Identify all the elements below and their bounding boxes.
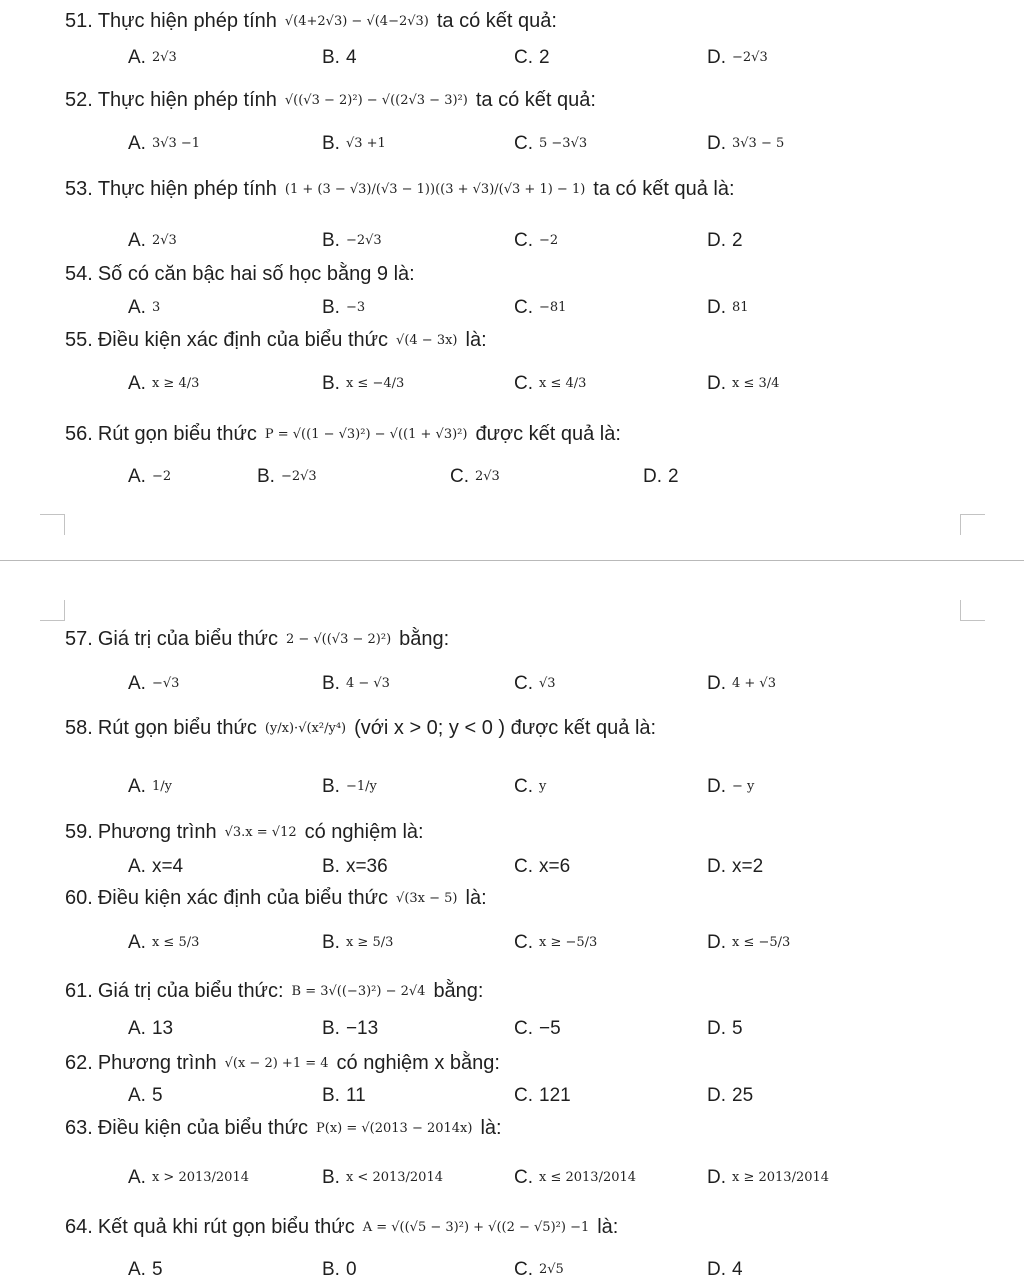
answer-option-d[interactable] [707, 849, 763, 883]
option-letter: C. [514, 855, 533, 877]
option-value: 121 [539, 1084, 571, 1106]
option-value: x ≥ 5/3 [345, 934, 394, 950]
option-letter: D. [707, 1017, 726, 1039]
answer-option-d[interactable] [707, 666, 776, 700]
answer-option-b[interactable] [322, 769, 377, 803]
option-letter: C. [514, 132, 533, 154]
option-value: √3 [539, 675, 556, 691]
option-value: 2√3 [151, 232, 177, 248]
question-text-suffix: là: [480, 1117, 502, 1139]
option-value: x < 2013/2014 [345, 1169, 443, 1185]
question-number: 64. [65, 1216, 93, 1238]
question-formula: 2 − √((√3 − 2)²) [285, 631, 392, 647]
option-letter: C. [514, 775, 533, 797]
question-text: Số có căn bậc hai số học bằng 9 là: [97, 263, 415, 285]
answer-option-c[interactable] [514, 769, 546, 803]
option-letter: B. [322, 46, 340, 68]
option-value: 3 [151, 299, 161, 315]
answer-option-a[interactable] [128, 366, 199, 400]
option-letter: A. [128, 931, 146, 953]
option-letter: D. [707, 1258, 726, 1280]
answer-option-c[interactable] [514, 40, 550, 74]
question-formula: B = 3√((−3)²) − 2√4 [291, 983, 426, 999]
answer-option-b[interactable] [322, 126, 386, 160]
option-letter: D. [707, 775, 726, 797]
question-58 [65, 711, 656, 745]
option-value: x=2 [732, 855, 764, 877]
question-number: 59. [65, 821, 93, 843]
question-text: Giá trị của biểu thức: [97, 980, 284, 1002]
answer-option-c[interactable] [514, 849, 570, 883]
question-number: 54. [65, 263, 93, 285]
answer-option-d[interactable] [707, 126, 784, 160]
question-formula: √((√3 − 2)²) − √((2√3 − 3)²) [284, 92, 468, 108]
option-letter: B. [322, 672, 340, 694]
question-57 [65, 622, 449, 656]
question-number: 60. [65, 887, 93, 909]
option-value: 4 − √3 [345, 675, 390, 691]
option-letter: C. [514, 1258, 533, 1280]
option-letter: B. [322, 229, 340, 251]
option-value: 2√3 [151, 49, 177, 65]
question-text: Rút gọn biểu thức [97, 423, 257, 445]
answer-option-b[interactable] [322, 290, 365, 324]
question-text: Thực hiện phép tính [97, 89, 277, 111]
answer-option-a[interactable] [128, 126, 200, 160]
question-text-suffix: là: [465, 329, 487, 351]
question-text-suffix: (với x > 0; y < 0 ) được kết quả là: [354, 717, 657, 739]
answer-option-c[interactable] [514, 1160, 636, 1194]
answer-option-b[interactable] [257, 459, 317, 493]
option-letter: A. [128, 775, 146, 797]
option-letter: A. [128, 1166, 146, 1188]
question-text-suffix: được kết quả là: [475, 423, 621, 445]
question-formula: (1 + (3 − √3)/(√3 − 1))((3 + √3)/(√3 + 1) − 1) [284, 181, 586, 197]
answer-option-d[interactable] [707, 1252, 743, 1286]
question-text-suffix: là: [597, 1216, 619, 1238]
option-value: −2√3 [732, 49, 768, 65]
option-value: − y [732, 778, 755, 794]
option-letter: C. [514, 296, 533, 318]
option-letter: B. [322, 931, 340, 953]
question-text-suffix: có nghiệm x bằng: [336, 1052, 500, 1074]
answer-option-b[interactable] [322, 1011, 378, 1045]
option-value: x ≥ 2013/2014 [732, 1169, 830, 1185]
option-value: x > 2013/2014 [151, 1169, 249, 1185]
option-value: −2√3 [280, 468, 317, 484]
question-number: 57. [65, 628, 93, 650]
answer-option-c[interactable] [514, 290, 566, 324]
crop-mark-bottom-left [40, 514, 65, 535]
option-value: 25 [732, 1084, 754, 1106]
question-number: 61. [65, 980, 93, 1002]
answer-option-b[interactable] [322, 666, 390, 700]
answer-option-d[interactable] [707, 925, 790, 959]
question-formula: P = √((1 − √3)²) − √((1 + √3)²) [264, 426, 468, 442]
answer-option-b[interactable] [322, 925, 393, 959]
option-value: 2 [668, 465, 679, 487]
option-value: x ≤ −4/3 [345, 375, 405, 391]
option-letter: B. [322, 1166, 340, 1188]
answer-option-c[interactable] [514, 1078, 571, 1112]
question-number: 63. [65, 1117, 93, 1139]
question-text-suffix: bằng: [433, 980, 484, 1002]
answer-option-b[interactable] [322, 1160, 443, 1194]
question-54 [65, 257, 415, 291]
answer-option-d[interactable] [707, 223, 743, 257]
option-value: x ≤ 4/3 [539, 375, 587, 391]
option-letter: B. [257, 465, 275, 487]
question-text-suffix: bằng: [399, 628, 450, 650]
option-value: −2 [539, 232, 559, 248]
question-55 [65, 323, 487, 357]
answer-option-c[interactable] [514, 1252, 564, 1286]
option-value: −2 [151, 468, 172, 484]
option-letter: B. [322, 296, 340, 318]
option-value: 5 [151, 1258, 163, 1280]
option-letter: D. [707, 229, 726, 251]
option-letter: D. [707, 855, 726, 877]
option-value: 81 [732, 299, 749, 315]
answer-option-c[interactable] [514, 925, 597, 959]
option-value: x ≤ −5/3 [732, 934, 791, 950]
answer-option-a[interactable] [128, 40, 177, 74]
answer-option-a[interactable] [128, 459, 171, 493]
answer-option-a[interactable] [128, 1078, 163, 1112]
answer-option-b[interactable] [322, 1252, 357, 1286]
question-text: Phương trình [97, 821, 217, 843]
option-letter: C. [514, 229, 533, 251]
question-63 [65, 1111, 502, 1145]
option-value: −2√3 [345, 232, 382, 248]
option-value: 3√3 − 5 [732, 135, 785, 151]
answer-option-d[interactable] [707, 40, 768, 74]
option-letter: C. [514, 1084, 533, 1106]
option-value: x ≤ 3/4 [732, 375, 780, 391]
answer-option-c[interactable] [514, 366, 586, 400]
option-letter: C. [514, 1166, 533, 1188]
question-text: Điều kiện của biểu thức [97, 1117, 308, 1139]
question-62 [65, 1046, 500, 1080]
question-53 [65, 172, 735, 206]
question-formula: √(4+2√3) − √(4−2√3) [284, 13, 429, 29]
question-text-suffix: ta có kết quả: [436, 10, 557, 32]
question-text-suffix: có nghiệm là: [304, 821, 424, 843]
answer-option-a[interactable] [128, 925, 199, 959]
option-value: x=6 [539, 855, 571, 877]
question-number: 51. [65, 10, 93, 32]
answer-option-d[interactable] [707, 1160, 829, 1194]
option-value: x ≤ 5/3 [151, 934, 200, 950]
question-number: 58. [65, 717, 93, 739]
option-value: 1/y [151, 778, 172, 794]
answer-option-d[interactable] [707, 366, 779, 400]
option-letter: D. [643, 465, 662, 487]
question-number: 55. [65, 329, 93, 351]
option-value: −1/y [345, 778, 377, 794]
option-letter: A. [128, 672, 146, 694]
option-letter: A. [128, 132, 146, 154]
answer-option-a[interactable] [128, 1011, 173, 1045]
answer-option-d[interactable] [707, 1078, 753, 1112]
answer-option-b[interactable] [322, 366, 404, 400]
option-letter: B. [322, 1017, 340, 1039]
option-letter: D. [707, 1084, 726, 1106]
option-letter: C. [514, 672, 533, 694]
question-61 [65, 974, 484, 1008]
question-number: 56. [65, 423, 93, 445]
question-number: 62. [65, 1052, 93, 1074]
option-letter: A. [128, 1258, 146, 1280]
answer-option-c[interactable] [514, 126, 587, 160]
answer-option-a[interactable] [128, 1160, 249, 1194]
answer-option-b[interactable] [322, 40, 357, 74]
answer-option-a[interactable] [128, 769, 172, 803]
option-value: 5 −3√3 [539, 135, 588, 151]
option-letter: B. [322, 372, 340, 394]
crop-mark-bottom-right [960, 514, 985, 535]
answer-option-b[interactable] [322, 223, 382, 257]
option-letter: A. [128, 465, 146, 487]
question-formula: √(4 − 3x) [396, 332, 458, 348]
crop-mark-top-right [960, 600, 985, 621]
option-letter: C. [514, 1017, 533, 1039]
answer-option-d[interactable] [707, 290, 749, 324]
answer-option-a[interactable] [128, 290, 160, 324]
option-value: −81 [539, 299, 567, 315]
option-letter: D. [707, 46, 726, 68]
question-formula: (y/x)·√(x²/y⁴) [264, 720, 347, 736]
question-text-suffix: ta có kết quả: [475, 89, 596, 111]
question-formula: √(x − 2) +1 = 4 [224, 1055, 329, 1071]
question-formula: P(x) = √(2013 − 2014x) [316, 1120, 473, 1136]
option-value: −3 [345, 299, 366, 315]
option-letter: C. [514, 46, 533, 68]
option-value: y [539, 778, 547, 794]
option-letter: A. [128, 229, 146, 251]
question-formula: √(3x − 5) [396, 890, 458, 906]
option-value: 11 [345, 1084, 366, 1106]
answer-option-c[interactable] [514, 1011, 561, 1045]
option-value: √3 +1 [345, 135, 386, 151]
page-break-divider [0, 560, 1024, 561]
answer-option-a[interactable] [128, 223, 177, 257]
crop-mark-top-left [40, 600, 65, 621]
question-text: Giá trị của biểu thức [97, 628, 278, 650]
question-51 [65, 4, 557, 38]
answer-option-d[interactable] [643, 459, 679, 493]
answer-option-a[interactable] [128, 1252, 163, 1286]
option-value: −13 [345, 1017, 379, 1039]
option-letter: C. [514, 372, 533, 394]
option-value: 4 + √3 [732, 675, 776, 691]
option-letter: A. [128, 372, 146, 394]
question-text-suffix: là: [465, 887, 487, 909]
option-value: 3√3 −1 [151, 135, 201, 151]
option-letter: B. [322, 1084, 340, 1106]
option-letter: B. [322, 775, 340, 797]
question-text: Kết quả khi rút gọn biểu thức [97, 1216, 355, 1238]
question-60 [65, 881, 487, 915]
option-value: 2√5 [539, 1261, 564, 1277]
answer-option-c[interactable] [514, 666, 556, 700]
option-value: 5 [151, 1084, 163, 1106]
option-letter: A. [128, 1017, 146, 1039]
question-formula: A = √((√5 − 3)²) + √((2 − √5)²) −1 [362, 1219, 590, 1235]
question-text: Điều kiện xác định của biểu thức [97, 329, 389, 351]
option-value: 5 [732, 1017, 743, 1039]
option-value: 2√3 [475, 468, 500, 484]
question-52 [65, 83, 596, 117]
option-letter: B. [322, 132, 340, 154]
option-value: x ≥ −5/3 [539, 934, 598, 950]
question-number: 52. [65, 89, 93, 111]
option-value: −√3 [151, 675, 180, 691]
answer-option-d[interactable] [707, 1011, 743, 1045]
option-letter: D. [707, 296, 726, 318]
answer-option-b[interactable] [322, 1078, 366, 1112]
answer-option-a[interactable] [128, 849, 183, 883]
option-value: −5 [539, 1017, 561, 1039]
option-value: x ≥ 4/3 [151, 375, 200, 391]
question-56 [65, 417, 621, 451]
question-text: Điều kiện xác định của biểu thức [97, 887, 389, 909]
option-letter: D. [707, 1166, 726, 1188]
question-text: Rút gọn biểu thức [97, 717, 257, 739]
question-number: 53. [65, 178, 93, 200]
question-59 [65, 815, 424, 849]
answer-option-a[interactable] [128, 666, 179, 700]
option-value: 0 [345, 1258, 357, 1280]
option-value: 2 [539, 46, 550, 68]
option-value: x=4 [151, 855, 184, 877]
question-text-suffix: ta có kết quả là: [593, 178, 735, 200]
option-value: x=36 [345, 855, 388, 877]
question-text: Thực hiện phép tính [97, 178, 277, 200]
answer-option-c[interactable] [450, 459, 500, 493]
option-value: x ≤ 2013/2014 [539, 1169, 637, 1185]
option-letter: B. [322, 855, 340, 877]
option-letter: A. [128, 296, 146, 318]
option-letter: D. [707, 931, 726, 953]
option-letter: D. [707, 672, 726, 694]
option-letter: A. [128, 46, 146, 68]
option-letter: A. [128, 1084, 146, 1106]
option-letter: D. [707, 372, 726, 394]
option-letter: D. [707, 132, 726, 154]
option-letter: C. [514, 931, 533, 953]
answer-option-c[interactable] [514, 223, 558, 257]
question-text: Thực hiện phép tính [97, 10, 277, 32]
option-letter: A. [128, 855, 146, 877]
option-letter: C. [450, 465, 469, 487]
option-value: 4 [732, 1258, 743, 1280]
option-value: 2 [732, 229, 743, 251]
answer-option-b[interactable] [322, 849, 388, 883]
option-letter: B. [322, 1258, 340, 1280]
option-value: 13 [151, 1017, 174, 1039]
option-value: 4 [345, 46, 357, 68]
answer-option-d[interactable] [707, 769, 754, 803]
question-formula: √3.x = √12 [224, 824, 297, 840]
question-64 [65, 1210, 618, 1244]
question-text: Phương trình [97, 1052, 217, 1074]
